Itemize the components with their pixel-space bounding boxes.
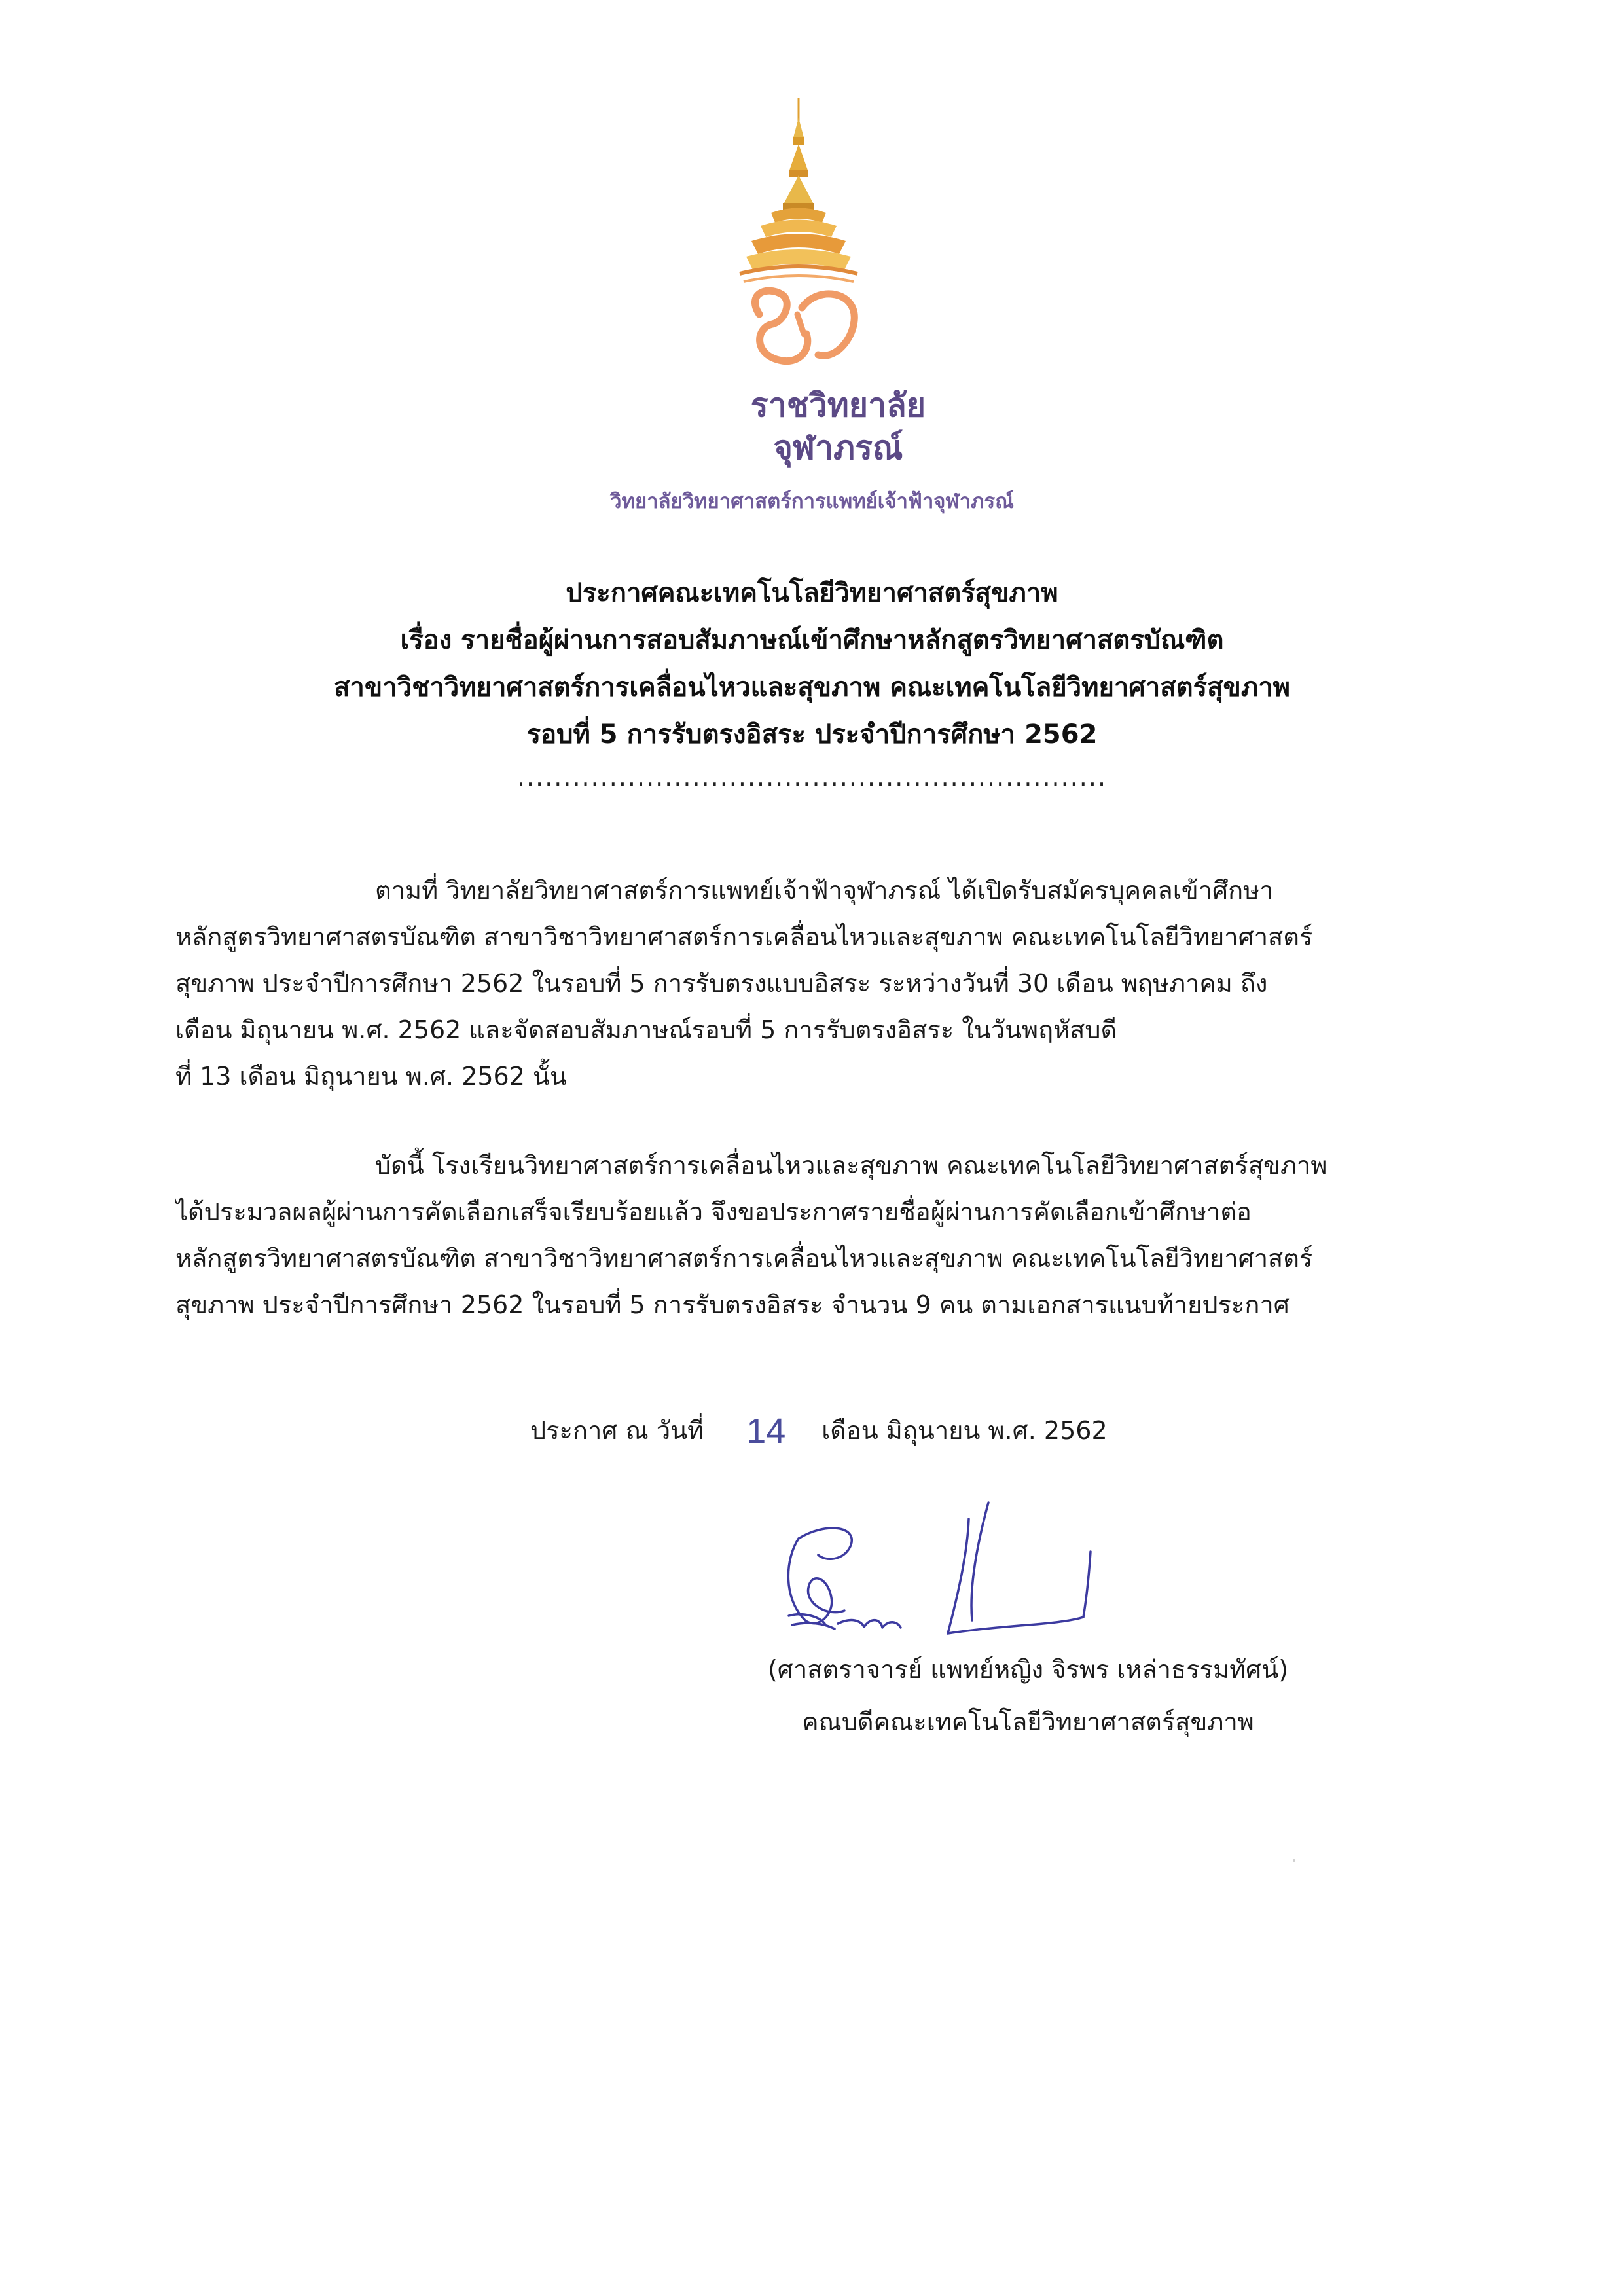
announcement-heading xyxy=(0,570,1624,793)
paragraph-line: หลักสูตรวิทยาศาสตรบัณฑิต สาขาวิชาวิทยาศาสตร์การเคลื่อนไหวและสุขภาพ คณะเทคโนโลยีวิทยาศาสตร์ xyxy=(175,1244,1313,1273)
scan-speck xyxy=(1293,1859,1295,1862)
announcement-date xyxy=(530,1411,1108,1451)
heading-line1: ประกาศคณะเทคโนโลยีวิทยาศาสตร์สุขภาพ xyxy=(566,578,1058,608)
college-subtitle: วิทยาลัยวิทยาศาสตร์การแพทย์เจ้าฟ้าจุฬาภรณ์ xyxy=(610,490,1014,513)
heading-line3: สาขาวิชาวิทยาศาสตร์การเคลื่อนไหวและสุขภาพ คณะเทคโนโลยีวิทยาศาสตร์สุขภาพ xyxy=(333,672,1291,702)
paragraph-line: ได้ประมวลผลผู้ผ่านการคัดเลือกเสร็จเรียบร้อยแล้ว จึงขอประกาศรายชื่อผู้ผ่านการคัดเลือกเข้าศึกษาต่อ xyxy=(175,1197,1252,1226)
paragraph-line: สุขภาพ ประจำปีการศึกษา 2562 ในรอบที่ 5 การรับตรงแบบอิสระ ระหว่างวันที่ 30 เดือน พฤษภาคม ถึง xyxy=(175,969,1268,998)
paragraph-line: สุขภาพ ประจำปีการศึกษา 2562 ในรอบที่ 5 การรับตรงอิสระ จำนวน 9 คน ตามเอกสารแนบท้ายประกาศ xyxy=(175,1290,1290,1319)
college-name-line2: จุฬาภรณ์ xyxy=(773,429,903,467)
heading-line4: รอบที่ 5 การรับตรงอิสระ ประจำปีการศึกษา 2562 xyxy=(526,720,1098,750)
paragraph-line: เดือน มิถุนายน พ.ศ. 2562 และจัดสอบสัมภาษณ์รอบที่ 5 การรับตรงอิสระ ในวันพฤหัสบดี xyxy=(175,1015,1117,1044)
heading-line2: เรื่อง รายชื่อผู้ผ่านการสอบสัมภาษณ์เข้าศึกษาหลักสูตรวิทยาศาสตรบัณฑิต xyxy=(400,625,1224,655)
date-prefix: ประกาศ ณ วันที่ xyxy=(530,1416,704,1445)
signer-name: (ศาสตราจารย์ แพทย์หญิง จิรพร เหล่าธรรมทัศน์) xyxy=(767,1655,1289,1684)
handwritten-signature xyxy=(772,1499,1139,1656)
paragraph-line: ตามที่ วิทยาลัยวิทยาศาสตร์การแพทย์เจ้าฟ้าจุฬาภรณ์ ได้เปิดรับสมัครบุคคลเข้าศึกษา xyxy=(375,876,1274,905)
date-suffix: เดือน มิถุนายน พ.ศ. 2562 xyxy=(821,1416,1108,1445)
paragraph-line: หลักสูตรวิทยาศาสตรบัณฑิต สาขาวิชาวิทยาศาสตร์การเคลื่อนไหวและสุขภาพ คณะเทคโนโลยีวิทยาศาสตร์ xyxy=(175,922,1313,951)
college-name-line1: ราชวิทยาลัย xyxy=(750,386,926,424)
paragraph-line: บัดนี้ โรงเรียนวิทยาศาสตร์การเคลื่อนไหวและสุขภาพ คณะเทคโนโลยีวิทยาศาสตร์สุขภาพ xyxy=(375,1151,1327,1180)
heading-separator: ................................................................ xyxy=(516,763,1108,792)
royal-pavilion-emblem-icon xyxy=(720,98,877,373)
paragraph-line: ที่ 13 เดือน มิถุนายน พ.ศ. 2562 นั้น xyxy=(175,1062,567,1091)
signer-title: คณบดีคณะเทคโนโลยีวิทยาศาสตร์สุขภาพ xyxy=(802,1707,1254,1736)
body-paragraph-2 xyxy=(175,1142,1406,1328)
date-day-handwritten: 14 xyxy=(746,1412,786,1451)
body-paragraph-1 xyxy=(175,867,1406,1100)
